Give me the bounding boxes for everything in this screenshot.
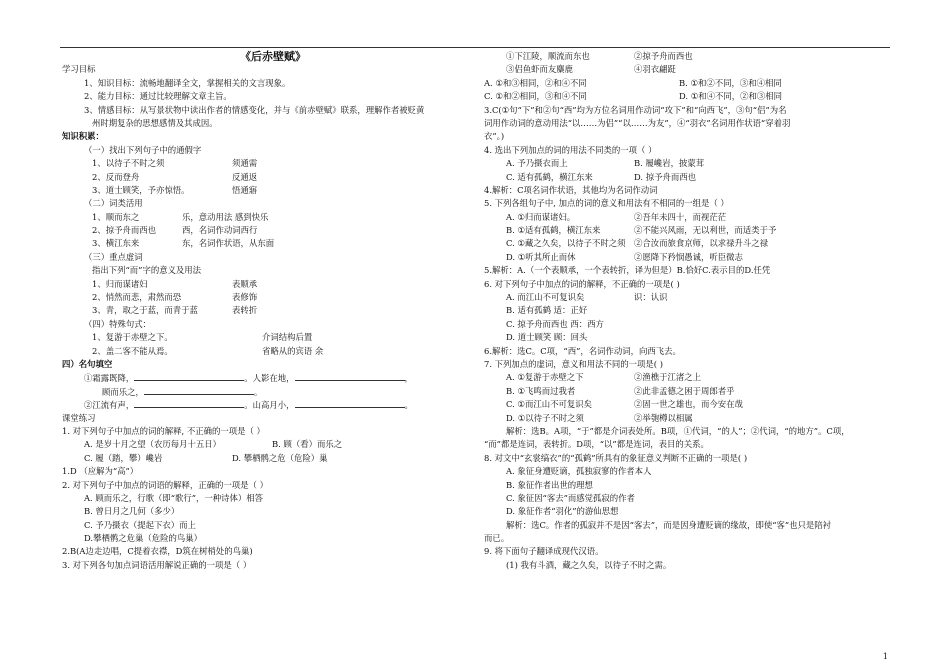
- line-text-secondary: B. 履巉岩，披蒙茸: [634, 158, 705, 169]
- line-text-secondary: ②不能兴风雨，无以利世，而适类于予: [634, 225, 777, 236]
- line-text: ①下江陵，顺流而东也: [506, 51, 590, 61]
- line-text: A. 是岁十月之望（农历每月十五日）: [84, 439, 221, 450]
- line-text: 7. 下列加点的虚词，意义和用法不同的一项是( ): [484, 358, 663, 369]
- right-line: [484, 331, 889, 344]
- line-text: 而已。: [484, 533, 510, 544]
- line-text: 顾而乐之，: [102, 386, 144, 397]
- left-line: [62, 452, 447, 465]
- line-text: 课堂练习: [62, 412, 96, 423]
- line-text-secondary: ②举匏樽以相属: [634, 412, 693, 423]
- left-line: [62, 559, 447, 572]
- line-text-secondary: 表修饰: [232, 292, 258, 303]
- left-line: [62, 304, 447, 317]
- line-text: 指出下列“而”字的意义及用法: [92, 265, 202, 276]
- line-text: 3. 对下列各句加点词语活用解说正确的一项是（ ）: [62, 559, 252, 570]
- right-line: [484, 291, 889, 304]
- line-text: 5.解析：A.（一个表顺承，一个表转折，译为但是）B.恰好C.表示目的D.任凭: [484, 265, 771, 276]
- line-text-secondary: 识：认识: [634, 292, 668, 303]
- line-text-secondary: ④羽衣翩跹: [634, 64, 676, 75]
- right-line: [484, 492, 889, 505]
- line-text: D. 道士顾笑 顾：回头: [506, 332, 588, 343]
- right-line: [484, 63, 889, 76]
- right-line: [484, 77, 889, 90]
- right-line: [484, 371, 889, 384]
- line-text: C. 适有孤鹤，横江东来: [506, 171, 593, 182]
- line-text-secondary: 表转折: [232, 305, 258, 316]
- line-text-secondary: 须通需: [232, 158, 258, 169]
- right-line: [484, 452, 889, 465]
- line-text: “而”都是连词，表转折。D项，“以”都是连词，表目的关系。: [484, 439, 709, 450]
- line-text: D. 象征作者“羽化”的游仙思想: [506, 506, 619, 517]
- line-text: 2、能力目标：通过比较理解文章主旨。: [84, 91, 232, 102]
- right-line: [484, 171, 889, 184]
- left-line: [62, 251, 447, 264]
- line-text-secondary: 省略从的宾语 余: [262, 345, 324, 356]
- left-line: [62, 492, 447, 505]
- line-text: ①霜露既降，: [84, 373, 135, 384]
- line-text: 2. 对下列句子中加点的词语的解释，正确的一项是（ ）: [62, 479, 268, 490]
- line-text-secondary: ②合汝而旅食京师，以求禄升斗之禄: [634, 238, 768, 249]
- left-line: [62, 358, 447, 371]
- line-text: 3.C(①句“下”和②句“西”均为方位名词用作动词“攻下”和“向西飞”，③句“侣”为名: [484, 104, 787, 115]
- line-text-secondary: ②吾年未四十，而视茫茫: [634, 211, 727, 222]
- right-line: [484, 532, 889, 545]
- right-line: [484, 519, 889, 532]
- line-text-secondary: B. ①和②不同，③和④相同: [679, 77, 782, 88]
- line-text: C. ①藏之久矣，以待子不时之须: [506, 238, 626, 249]
- line-text: 2、反而登舟: [92, 171, 140, 182]
- left-line: [62, 184, 447, 197]
- left-line: [62, 465, 447, 478]
- line-text: B. 曾日月之几何（多少）: [84, 506, 180, 517]
- line-text-secondary: B. 顾（看）而乐之: [272, 439, 343, 450]
- left-line: [62, 211, 447, 224]
- left-line: [62, 425, 447, 438]
- line-text: 9. 将下面句子翻译成现代汉语。: [484, 546, 604, 557]
- right-line: [484, 278, 889, 291]
- line-text-secondary: 西，名词作动词西行: [182, 225, 258, 236]
- line-text-secondary: ②此非孟德之困于周郎者乎: [634, 385, 735, 396]
- left-line: [62, 412, 447, 425]
- line-text: 词用作动词的意动用法“以……为侣”“以……为友”，④“羽衣”名词用作状语“穿着羽: [484, 117, 791, 128]
- left-line: [62, 371, 447, 384]
- right-line: [484, 304, 889, 317]
- line-text: D. ①以待子不时之须: [506, 412, 584, 423]
- left-line: [62, 519, 447, 532]
- left-line: [62, 479, 447, 492]
- line-text: 6. 对下列句子中加点的词的解释，不正确的一项是( ): [484, 278, 680, 289]
- line-text-secondary: 东，名词作状语，从东面: [182, 238, 275, 249]
- line-text: A. 予乃摄衣而上: [506, 158, 568, 169]
- line-text-secondary: 悟通寤: [232, 184, 258, 195]
- left-line: [62, 144, 447, 157]
- right-line: [484, 90, 889, 103]
- line-text-secondary: 反通返: [232, 171, 258, 182]
- line-text-secondary: ②固一世之雄也，而今安在哉: [634, 399, 743, 410]
- right-line: [484, 398, 889, 411]
- right-line: [484, 505, 889, 518]
- right-line: [484, 197, 889, 210]
- line-text-tail: 。: [404, 400, 413, 411]
- fill-blank[interactable]: [134, 398, 244, 408]
- line-text: A. 象征身遭贬谪，孤独寂寥的作者本人: [506, 466, 652, 477]
- fill-blank[interactable]: [134, 371, 244, 381]
- line-text: B. ①适有孤鹤，横江东来: [506, 225, 601, 236]
- right-line: [484, 438, 889, 451]
- line-text: 1、归而谋诸妇: [92, 278, 148, 289]
- line-text: 8. 对文中“玄裳缟衣”的“孤鹤”所具有的象征意义判断不正确的一项是( ): [484, 452, 748, 463]
- right-line: [484, 184, 889, 197]
- right-line: [484, 224, 889, 237]
- page-number: 1: [882, 652, 888, 661]
- right-line: [484, 425, 889, 438]
- line-text: 3、青，取之于蓝，而青于蓝: [92, 305, 198, 316]
- line-text-secondary: D. 攀栖鹘之危（危险）巢: [232, 452, 328, 463]
- line-text: B. 适有孤鹤 适：正好: [506, 305, 588, 316]
- line-text: 1、顺而东之: [92, 211, 140, 222]
- left-line: [62, 224, 447, 237]
- line-text: 5. 下列各组句子中, 加点的词的意义和用法有不相同的一组是（ ）: [484, 198, 729, 209]
- right-line: [484, 117, 889, 130]
- line-text: 2、掠予舟而西也: [92, 225, 156, 236]
- line-text: ②江流有声，: [84, 400, 135, 411]
- line-text-secondary: 。人影在地，: [244, 373, 295, 384]
- line-text-secondary: ②渔樵于江渚之上: [634, 372, 701, 383]
- line-text: 解析：选C。作者的孤寂并不是因“客去”，而是因身遭贬谪的缘故，即使“客”也只是陪衬: [506, 519, 832, 530]
- left-line: [62, 318, 447, 331]
- left-line: [62, 197, 447, 210]
- line-text: 4. 选出下列加点的词的用法不同类的一项（ ）: [484, 144, 657, 155]
- line-text: 1. 对下列句子中加点的词的解释, 不正确的一项是（ ）: [62, 425, 265, 436]
- line-text: 2.B(A边走边唱，C提着衣襟，D筑在树梢处的鸟巢): [62, 546, 253, 557]
- left-line: [62, 438, 447, 451]
- left-line: [62, 171, 447, 184]
- line-text: 2、盖二客不能从焉。: [92, 345, 173, 356]
- line-text: 6.解析：选C。C项，“西”，名词作动词，向西飞去。: [484, 345, 681, 356]
- line-text-secondary: 。山高月小，: [244, 400, 295, 411]
- left-column: [62, 50, 447, 572]
- line-text: 3、道士顾笑，予亦惊悟。: [92, 184, 190, 195]
- left-line: [62, 237, 447, 250]
- line-text-secondary: ②掠予舟而西也: [634, 51, 693, 61]
- left-line: [62, 130, 447, 143]
- line-text: 3、横江东来: [92, 238, 140, 249]
- line-text: 1.D （应解为“高”）: [62, 466, 139, 477]
- right-line: [484, 264, 889, 277]
- left-line: [62, 398, 447, 411]
- left-line: [62, 90, 447, 103]
- line-text: A. ①复游于赤壁之下: [506, 372, 584, 383]
- line-text: A. 而江山不可复识矣: [506, 292, 585, 303]
- line-text: （二）词类活用: [84, 198, 143, 209]
- left-line: [62, 278, 447, 291]
- right-column: [484, 50, 889, 572]
- left-line: [62, 345, 447, 358]
- fill-blank[interactable]: [144, 385, 254, 395]
- left-line: [62, 385, 447, 398]
- fill-blank[interactable]: [295, 371, 405, 381]
- right-line: [484, 318, 889, 331]
- line-text: C. ①而江山不可复识矣: [506, 399, 592, 410]
- line-text: ③侣鱼虾而友麋鹿: [506, 64, 573, 75]
- line-text: 四）名句填空: [62, 358, 113, 369]
- left-line: [62, 63, 447, 76]
- line-text: 3、情感目标：从写景状物中读出作者的情感变化，并与《前赤壁赋》联系，理解作者被贬黄: [84, 104, 425, 115]
- right-line: [484, 358, 889, 371]
- line-text: （三）重点虚词: [84, 251, 143, 262]
- left-line: [62, 545, 447, 558]
- document-title: 《后赤壁赋》: [240, 50, 306, 63]
- line-text-secondary: D. 掠予舟而西也: [634, 171, 696, 182]
- right-line: [484, 412, 889, 425]
- line-text: 1、知识目标：流畅地翻译全文，掌握相关的文言现象。: [84, 77, 291, 88]
- right-line: [484, 50, 889, 63]
- left-line: [62, 117, 447, 130]
- right-line: [484, 251, 889, 264]
- right-line: [484, 345, 889, 358]
- left-line: [62, 532, 447, 545]
- line-text-secondary: D. ①和④不同，②和③相同: [679, 91, 782, 102]
- left-line: [62, 264, 447, 277]
- line-text-secondary: ②愿降下矜悯愚诚，听臣微志: [634, 251, 743, 262]
- fill-blank[interactable]: [295, 398, 405, 408]
- line-text: 解析：选B。A项，“于”都是介词表处所。B项，①代词，“的人”；②代词，“的地方”。C项，: [506, 425, 850, 436]
- line-text: C. ①和②相同，③和④不同: [484, 91, 587, 102]
- right-line: [484, 465, 889, 478]
- left-line: [62, 104, 447, 117]
- line-text-secondary: 表顺承: [232, 278, 258, 289]
- header-rule: [60, 47, 890, 48]
- line-text-secondary: 乐，意动用法 感到快乐: [182, 211, 269, 222]
- line-text: 学习目标: [62, 64, 96, 75]
- right-line: [484, 385, 889, 398]
- line-text: 知识积累：: [62, 131, 104, 142]
- line-text: B. 象征作者出世的理想: [506, 479, 593, 490]
- line-text: 州时期复杂的思想感情及其成因。: [92, 117, 218, 128]
- line-text: D.攀栖鹘之危巢（危险的鸟巢）: [84, 533, 202, 544]
- right-line: [484, 130, 889, 143]
- right-line: [484, 211, 889, 224]
- line-text: 1、复游于赤壁之下。: [92, 332, 173, 343]
- line-text: A. ①和③相同，②和④不同: [484, 77, 587, 88]
- right-line: [484, 144, 889, 157]
- line-text: （一）找出下列句子中的通假字: [84, 144, 202, 155]
- line-text: 衣”。): [484, 131, 505, 142]
- line-text: (1) 我有斗酒，藏之久矣，以待子不时之需。: [506, 559, 672, 570]
- right-line: [484, 157, 889, 170]
- left-line: [62, 157, 447, 170]
- right-line: [484, 237, 889, 250]
- left-line: [62, 331, 447, 344]
- line-text: C. 象征因“客去”而感觉孤寂的作者: [506, 492, 635, 503]
- right-line: [484, 104, 889, 117]
- line-text: （四）特殊句式：: [84, 318, 151, 329]
- line-text-tail: ，: [404, 373, 413, 384]
- left-line: [62, 77, 447, 90]
- line-text: 4.解析：C项名词作状语，其他均为名词作动词: [484, 184, 658, 195]
- right-line: [484, 479, 889, 492]
- line-text: 1、以待子不时之须: [92, 158, 165, 169]
- line-text: C. 掠予舟而西也 西：西方: [506, 318, 604, 329]
- line-text: A. ①归而谋诸妇。: [506, 211, 576, 222]
- line-text-tail: 。: [253, 386, 263, 397]
- line-text: A. 顾而乐之，行歌（即“歌行”，一种诗体）相答: [84, 492, 264, 503]
- line-text-secondary: 介词结构后置: [262, 332, 313, 343]
- left-line: [62, 291, 447, 304]
- right-line: [484, 559, 889, 572]
- line-text: C. 履（踏，攀）巉岩: [84, 452, 163, 463]
- line-text: 2、悄然而悲，肃然而恐: [92, 292, 182, 303]
- left-line: [62, 505, 447, 518]
- line-text: D. ①听其所止而休: [506, 251, 576, 262]
- line-text: C. 予乃摄衣（提起下衣）而上: [84, 519, 196, 530]
- right-line: [484, 545, 889, 558]
- line-text: B. ①飞鸣而过我者: [506, 385, 576, 396]
